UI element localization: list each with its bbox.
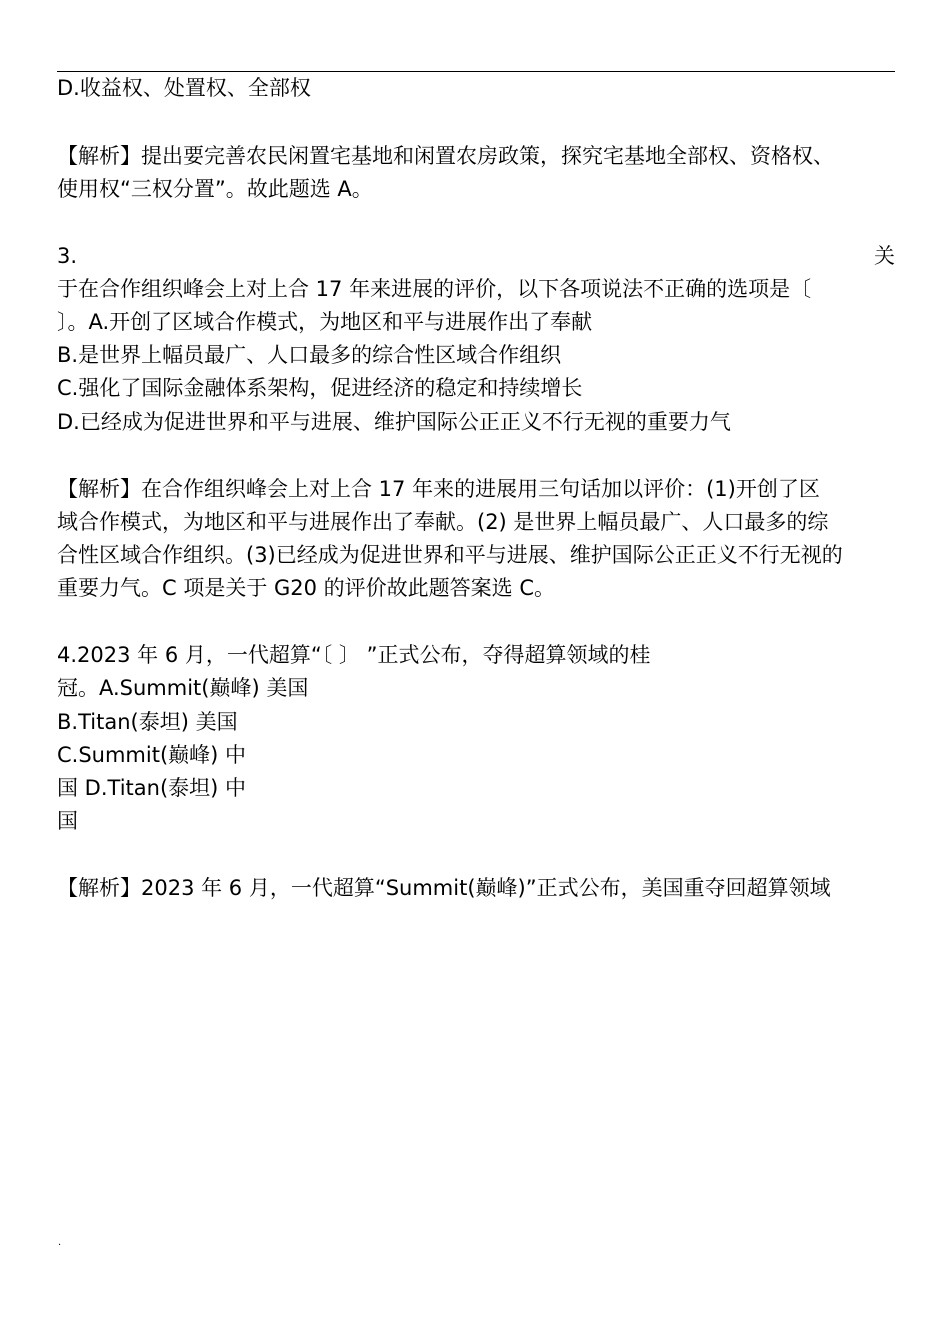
q3-option-c: C.强化了国际金融体系架构，促进经济的稳定和持续增长 bbox=[57, 376, 583, 400]
q3-stem-line-1: 于在合作组织峰会上对上合 17 年来进展的评价，以下各项说法不正确的选项是〔 bbox=[57, 277, 812, 301]
q3-first-line bbox=[57, 246, 895, 267]
q3-option-b: B.是世界上幅员最广、人口最多的综合性区域合作组织 bbox=[57, 343, 562, 367]
q4-option-d-wrap: 国 bbox=[57, 809, 78, 833]
q2-analysis-line-2: 使用权“三权分置”。故此题选 A。 bbox=[57, 177, 373, 201]
q3-analysis-line-4: 重要力气。C 项是关于 G20 的评价故此题答案选 C。 bbox=[57, 576, 556, 600]
q4-option-c: C.Summit(巅峰) 中 bbox=[57, 743, 247, 767]
q2-option-d: D.收益权、处置权、全部权 bbox=[57, 76, 311, 100]
q2-analysis-line-1: 【解析】提出要完善农民闲置宅基地和闲置农房政策，探究宅基地全部权、资格权、 bbox=[57, 144, 834, 168]
q3-analysis-line-2: 域合作模式，为地区和平与进展作出了奉献。(2) 是世界上幅员最广、人口最多的综 bbox=[57, 510, 829, 534]
q4-stem-line-2: 冠。A.Summit(巅峰) 美国 bbox=[57, 676, 309, 700]
q4-option-d: 国 D.Titan(泰坦) 中 bbox=[57, 776, 247, 800]
q4-stem-line-1: 4.2023 年 6 月，一代超算“〔 〕 ”正式公布，夺得超算领域的桂 bbox=[57, 643, 651, 667]
q3-option-d: D.已经成为促进世界和平与进展、维护国际公正正义不行无视的重要力气 bbox=[57, 410, 731, 434]
q3-analysis-line-1: 【解析】在合作组织峰会上对上合 17 年来的进展用三句话加以评价：(1)开创了区 bbox=[57, 477, 820, 501]
footer-mark: . bbox=[58, 1237, 62, 1248]
q4-analysis-line-1: 【解析】2023 年 6 月，一代超算“Summit(巅峰)”正式公布，美国重夺回超算领域 bbox=[57, 876, 831, 900]
header-rule bbox=[57, 71, 895, 72]
q4-option-b: B.Titan(泰坦) 美国 bbox=[57, 710, 238, 734]
q3-analysis-line-3: 合性区域合作组织。(3)已经成为促进世界和平与进展、维护国际公正正义不行无视的 bbox=[57, 543, 843, 567]
q3-stem-line-2: 〕。A.开创了区域合作模式，为地区和平与进展作出了奉献 bbox=[57, 310, 593, 334]
q3-first-line-end: 关 bbox=[874, 244, 895, 268]
q3-number: 3. bbox=[57, 244, 78, 268]
